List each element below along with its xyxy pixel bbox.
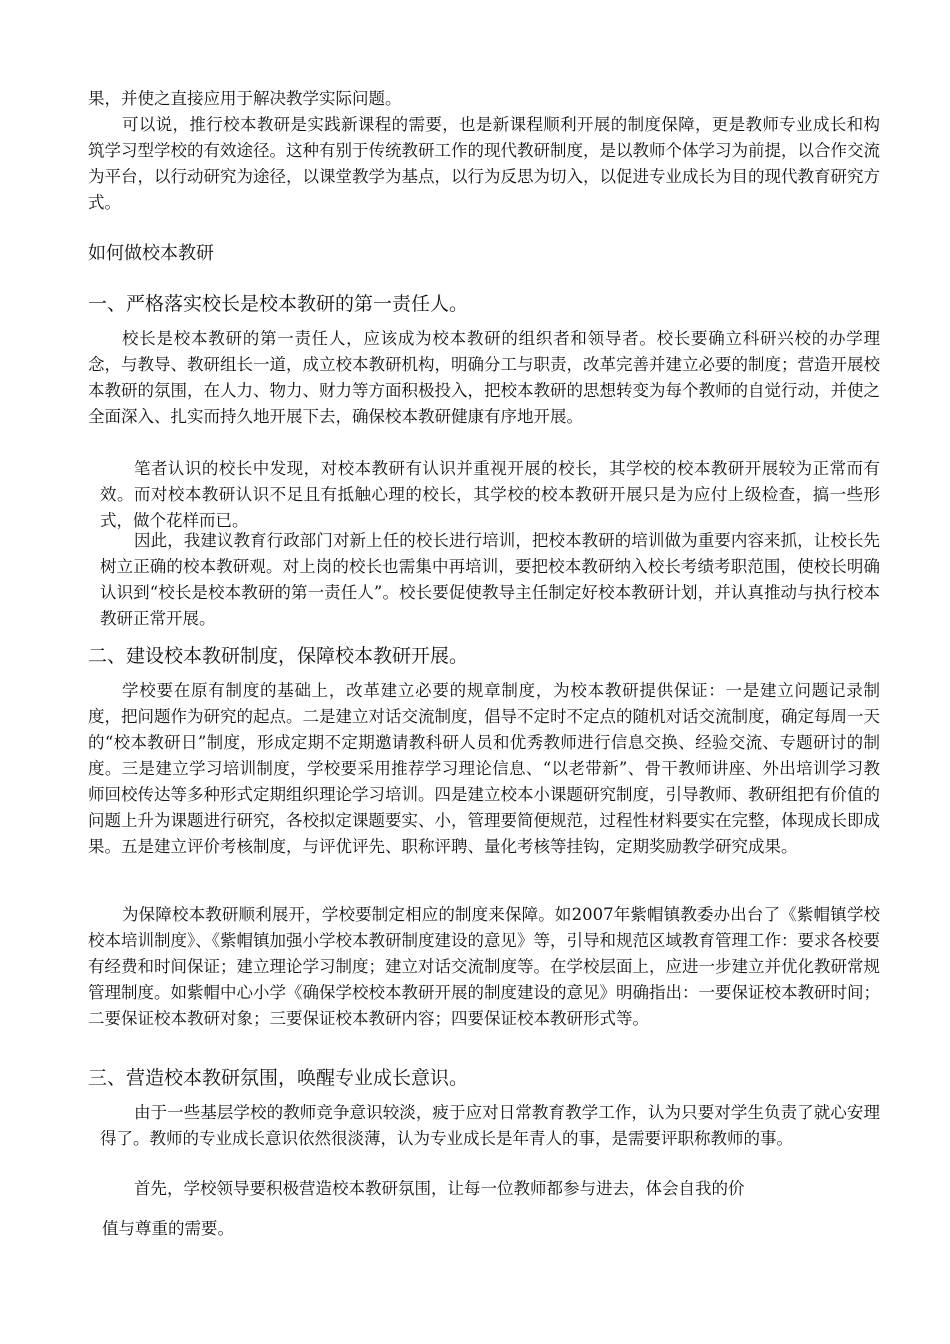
section-heading-2: 二、建设校本教研制度，保障校本教研开展。 <box>88 645 469 667</box>
section-1-paragraph-2: 笔者认识的校长中发现，对校本教研有认识并重视开展的校长，其学校的校本教研开展较为正常而有效。而对校本教研认识不足且有抵触心理的校长，其学校的校本教研开展只是为应付上级检查，搞一些形式，做个花样而已。 <box>100 459 880 530</box>
section-heading-1: 一、严格落实校长是校本教研的第一责任人。 <box>88 293 469 315</box>
section-2-paragraph-1: 学校要在原有制度的基础上，改革建立必要的规章制度，为校本教研提供保证：一是建立问题记录制度，把问题作为研究的起点。二是建立对话交流制度，倡导不定时不定点的随机对话交流制度，确定每周一天的“校本教研日”制度，形成定期不定期邀请教科研人员和优秀教师进行信息交换、经验交流、专题研讨的制度。三是建立学习培训制度，学校要采用推荐学习理论信息、“以老带新”、骨干教师讲座、外出培训学习教师回校传达等多种形式定期组织理论学习培训。四是建立校本小课题研究制度，引导教师、教研组把有价值的问题上升为课题进行研究，各校拟定课题要实、小，管理要简便规范，过程性材料要实在完整，体现成长即成果。五是建立评价考核制度，与评优评先、职称评聘、量化考核等挂钩，定期奖励教学研究成果。 <box>88 681 880 856</box>
section-3-paragraph-2: 首先，学校领导要积极营造校本教研氛围，让每一位教师都参与进去，体会自我的价 <box>134 1179 745 1198</box>
section-title: 如何做校本教研 <box>88 243 214 264</box>
section-heading-3: 三、营造校本教研氛围，唤醒专业成长意识。 <box>88 1067 469 1089</box>
intro-paragraph-2: 可以说，推行校本教研是实践新课程的需要，也是新课程顺利开展的制度保障，更是教师专业成长和构筑学习型学校的有效途径。这种有别于传统教研工作的现代教研制度，是以教师个体学习为前提，以合作交流为平台，以行动研究为途径，以课堂教学为基点，以行为反思为切入，以促进专业成长为目的现代教育研究方式。 <box>88 115 880 212</box>
section-3-paragraph-3: 值与尊重的需要。 <box>102 1219 234 1238</box>
section-3-paragraph-1: 由于一些基层学校的教师竞争意识较淡，疲于应对日常教育教学工作，认为只要对学生负责了就心安理得了。教师的专业成长意识依然很淡薄，认为专业成长是年青人的事，是需要评职称教师的事。 <box>100 1103 880 1148</box>
section-1-paragraph-3: 因此，我建议教育行政部门对新上任的校长进行培训，把校本教研的培训做为重要内容来抓，让校长先树立正确的校本教研观。对上岗的校长也需集中再培训，要把校本教研纳入校长考绩考职范围，使校长明确认识到“校长是校本教研的第一责任人”。校长要促使教导主任制定好校本教研计划，并认真推动与执行校本教研正常开展。 <box>100 531 880 628</box>
section-1-paragraph-1: 校长是校本教研的第一责任人，应该成为校本教研的组织者和领导者。校长要确立科研兴校的办学理念，与教导、教研组长一道，成立校本教研机构，明确分工与职责，改革完善并建立必要的制度；营造开展校本教研的氛围，在人力、物力、财力等方面积极投入，把校本教研的思想转变为每个教师的自觉行动，并使之全面深入、扎实而持久地开展下去，确保校本教研健康有序地开展。 <box>88 329 880 426</box>
section-2-paragraph-2: 为保障校本教研顺利展开，学校要制定相应的制度来保障。如2007年紫帽镇教委办出台了《紫帽镇学校校本培训制度》、《紫帽镇加强小学校本教研制度建设的意见》等，引导和规范区域教育管理工作：要求各校要有经费和时间保证；建立理论学习制度；建立对话交流制度等。在学校层面上，应进一步建立并优化教研常规管理制度。如紫帽中心小学《确保学校校本教研开展的制度建设的意见》明确指出：一要保证校本教研时间；二要保证校本教研对象；三要保证校本教研内容；四要保证校本教研形式等。 <box>88 905 880 1028</box>
intro-paragraph-1: 果，并使之直接应用于解决教学实际问题。 <box>88 89 402 108</box>
